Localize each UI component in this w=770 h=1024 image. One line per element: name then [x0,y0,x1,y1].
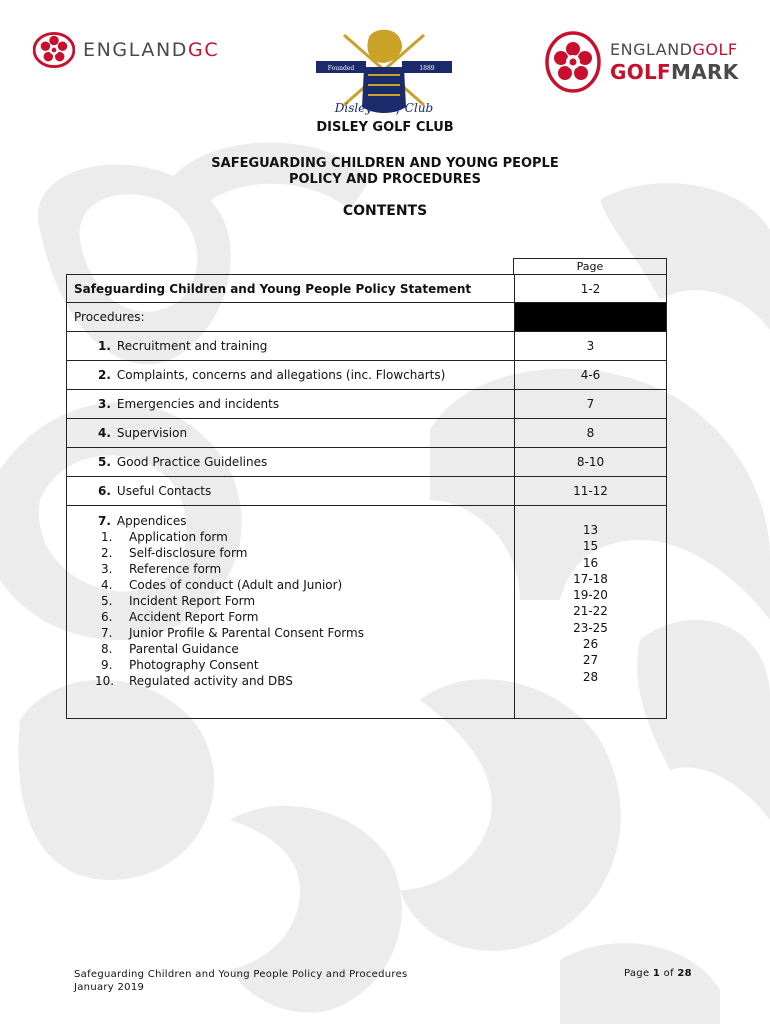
list-item: 2. Self-disclosure form [101,546,248,560]
footer-document-info [74,968,408,994]
table-row [66,390,667,419]
list-item: 4. Codes of conduct (Adult and Junior) [101,578,343,592]
list-item: 5. Incident Report Form [101,594,256,608]
item-label: Useful Contacts [116,484,212,498]
list-item: 1. Application form [101,530,228,544]
contents-heading: CONTENTS [342,203,428,219]
item-label: Complaints, concerns and allegations (inc. Flowcharts) [116,368,446,382]
item-label: Supervision [116,426,188,440]
list-item: 3. Reference form [101,562,222,576]
item-page: 3 [586,339,595,353]
table-row [66,419,667,448]
club-title: DISLEY GOLF CLUB [316,120,454,135]
appendix-page: 19-20 [573,588,608,603]
appendix-page: 15 [582,539,599,554]
item-label: Emergencies and incidents [116,397,280,411]
appendices-pages [515,506,666,718]
item-page: 8 [586,426,595,440]
crest-caption: Disley Golf Club [334,101,434,115]
appendices-list [74,529,514,689]
appendix-page: 17-18 [573,571,608,586]
table-header-row [66,258,667,275]
item-number: 3. [98,397,111,411]
appendices-row [66,506,667,719]
table-row [66,448,667,477]
item-number: 2. [98,368,111,382]
appendix-page: 13 [582,523,599,537]
footer-doc-name: Safeguarding Children and Young People Policy and Procedures [74,969,408,980]
appendix-page: 23-25 [573,620,608,635]
appendix-page: 21-22 [573,604,608,619]
golfmark-line2: GOLFMARK [610,60,739,84]
england-golf-logo [33,31,243,69]
list-item: 6. Accident Report Form [101,610,259,624]
item-page: 7 [586,397,595,411]
crest-year-text: 1889 [419,65,435,72]
item-label: Recruitment and training [116,339,268,353]
tudor-rose-icon [545,31,601,93]
table-row [66,332,667,361]
item-number: 4. [98,426,111,440]
list-item: 9. Photography Consent [101,658,259,672]
item-page: 8-10 [576,455,605,469]
policy-statement-label: Safeguarding Children and Young People Policy Statement [67,275,515,302]
item-number: 1. [98,339,111,353]
footer-date: January 2019 [74,982,145,993]
golfmark-line1: ENGLANDGOLF [610,40,738,59]
appendix-page: 16 [582,555,599,570]
appendix-page: 27 [582,653,599,668]
contents-table [66,258,667,719]
page-column-header: Page [514,258,667,275]
page-number: Page 1 of 28 [624,968,692,979]
england-golf-wordmark: ENGLANDGC [83,39,220,61]
item-page: 4-6 [580,368,601,382]
item-number: 5. [98,455,111,469]
item-page: 11-12 [573,484,608,498]
policy-statement-page: 1-2 [580,281,601,296]
golfmark-logo [545,30,739,94]
document-title-line1: SAFEGUARDING CHILDREN AND YOUNG PEOPLE [211,156,559,171]
procedures-page-cell [515,303,666,331]
table-row [66,274,667,303]
item-label: Good Practice Guidelines [116,455,268,469]
item-number: 7. [98,514,111,528]
document-title-line2: POLICY AND PROCEDURES [288,172,482,187]
list-item: 8. Parental Guidance [101,642,239,656]
procedures-label: Procedures: [67,303,515,331]
item-number: 6. [98,484,111,498]
appendix-page: 26 [582,637,599,652]
appendix-page: 28 [582,669,599,684]
table-row [66,361,667,390]
table-row [66,477,667,506]
document-title [0,156,770,188]
list-item: 7. Junior Profile & Parental Consent Forms [101,626,364,640]
tudor-rose-icon [33,32,75,68]
crest-founded-text: Founded [327,65,355,72]
appendices-label: Appendices [116,514,187,528]
list-item: 10. Regulated activity and DBS [95,674,293,688]
table-row [66,303,667,332]
